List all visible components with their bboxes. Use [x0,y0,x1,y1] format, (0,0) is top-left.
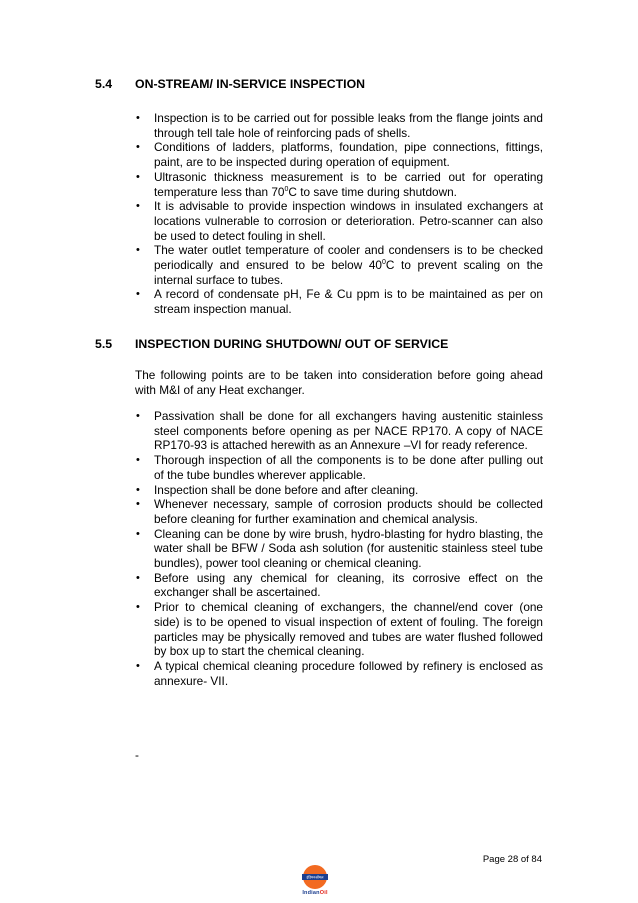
section-5-4-bullet-list [135,111,543,317]
list-item: • Whenever necessary, sample of corrosion products should be collected before cleaning for further examination and chemical analysis. [136,497,543,526]
list-item: • Ultrasonic thickness measurement is to be carried out for operating temperature less than $70^0C$ to save time during shutdown. [136,169,543,199]
section-5-5-bullet-list [135,409,543,688]
list-item: • The water outlet temperature of cooler and condensers is to be checked periodically and ensured to be below $40^0C$ to prevent scaling on the internal surface to tubes. [136,243,543,287]
logo-emblem-icon [297,864,333,890]
list-item: • Passivation shall be done for all exchangers having austenitic stainless steel components before opening as per NACE RP170. A copy of NACE RP170-93 is attached herewith as an Annexure –VI for ready reference. [136,409,543,453]
section-title: ON-STREAM/ IN-SERVICE INSPECTION [135,77,366,91]
bullet-icon: • [136,170,140,183]
bullet-icon: • [136,601,140,614]
list-item: • Prior to chemical cleaning of exchangers, the channel/end cover (one side) is to be opened to visual inspection of extent of fouling. The foreign particles may be physically removed and tubes are water flushed followed by box up to start the chemical cleaning. [136,600,543,659]
trailing-dash: - [135,748,139,762]
bullet-icon: • [136,244,140,257]
list-item: • A record of condensate pH, Fe & Cu ppm is to be maintained as per on stream inspection manual. [136,287,543,317]
section-number: 5.4 [95,77,113,91]
bullet-icon: • [136,454,140,467]
section-number: 5.5 [95,337,113,351]
section-title: INSPECTION DURING SHUTDOWN/ OUT OF SERVICE [135,337,449,351]
bullet-icon: • [136,527,140,540]
list-item: • Cleaning can be done by wire brush, hydro-blasting for hydro blasting, the water shall be BFW / Soda ash solution (for austenitic stainless steel tube bundles), power tool cleaning or chemical cleaning. [136,526,543,571]
list-item: • It is advisable to provide inspection windows in insulated exchangers at locations vulnerable to corrosion or deterioration. Petro-scanner can also be used to detect fouling in shell. [136,199,543,243]
list-item: • Thorough inspection of all the components is to be done after pulling out of the tube bundles wherever applicable. [136,453,543,482]
bullet-icon: • [136,483,140,496]
bullet-icon: • [136,200,140,213]
bullet-icon: • [136,141,140,154]
list-item: • A typical chemical cleaning procedure followed by refinery is enclosed as annexure- VII. [136,658,543,688]
list-item: • Inspection is to be carried out for possible leaks from the flange joints and through tell tale hole of reinforcing pads of shells. [136,111,543,140]
bullet-icon: • [136,498,140,511]
bullet-icon: • [136,410,140,422]
bullet-icon: • [136,288,140,301]
bullet-icon: • [136,571,140,584]
indianoil-logo [297,864,333,902]
list-item: • Conditions of ladders, platforms, foundation, pipe connections, fittings, paint, are to be inspected during operation of equipment. [136,140,543,170]
list-item: • Inspection shall be done before and after cleaning. [136,482,419,497]
list-item: • Before using any chemical for cleaning, its corrosive effect on the exchanger shall be ascertained. [136,570,543,600]
section-5-5-intro: The following points are to be taken into consideration before going ahead with M&I of any Heat exchanger. [135,368,543,397]
bullet-icon: • [136,659,140,672]
bullet-icon: • [136,112,140,124]
logo-wordmark: IndianOil [302,890,328,896]
svg-text:इंडियनऑयल: इंडियनऑयल [306,875,324,880]
page-number: Page 28 of 84 [482,854,542,865]
